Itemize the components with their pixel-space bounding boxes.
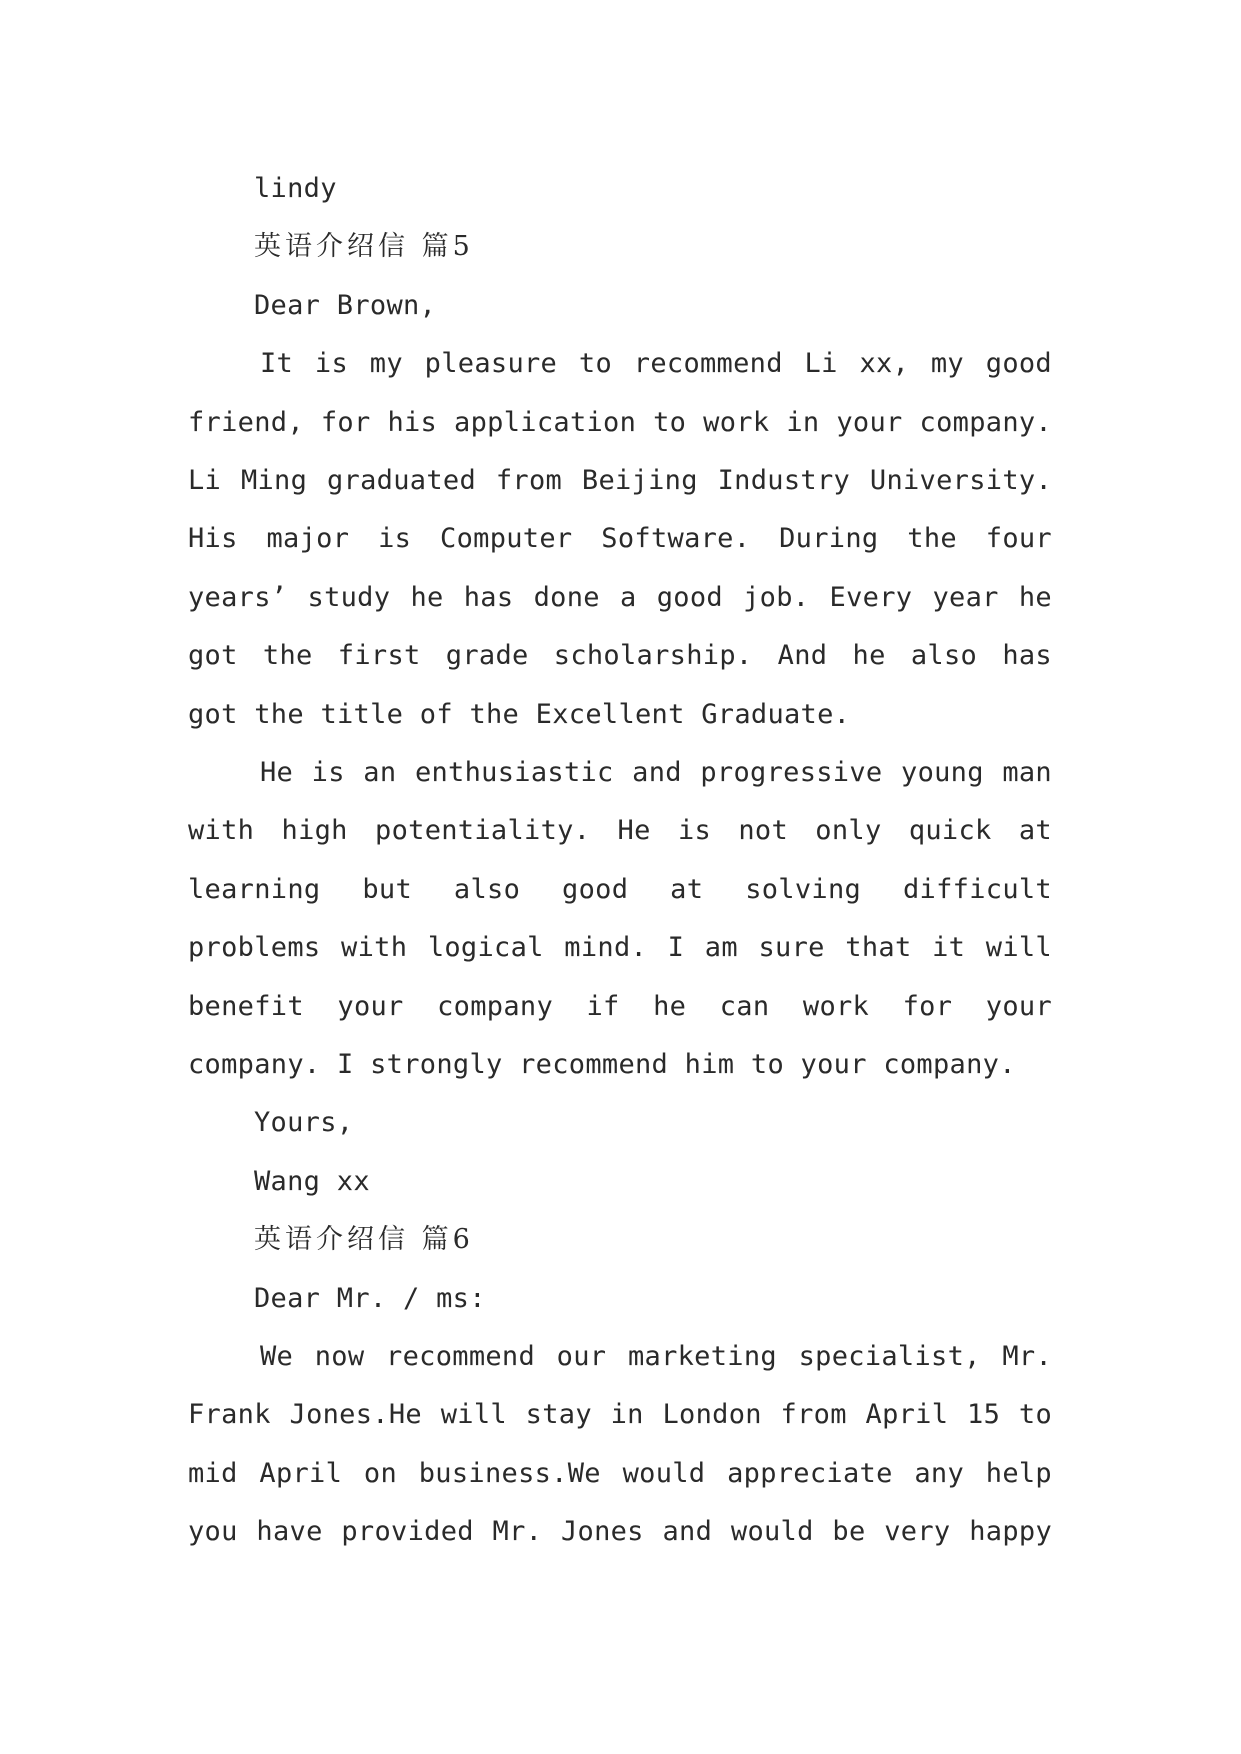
paragraph-line: years’ study he has done a good job. Every year he xyxy=(188,581,1052,613)
document-body xyxy=(188,160,1052,1562)
closing: Yours, xyxy=(254,1107,354,1139)
paragraph-line: It is my pleasure to recommend Li xx, my good xyxy=(260,348,1052,380)
salutation: Dear Brown, xyxy=(254,289,437,321)
signature-line: Wang xx xyxy=(254,1165,370,1197)
paragraph-line: benefit your company if he can work for your xyxy=(188,990,1052,1022)
paragraph-line: mid April on business.We would appreciate any help xyxy=(188,1457,1052,1489)
paragraph-line: His major is Computer Software. During the four xyxy=(188,523,1052,555)
paragraph-line: company. I strongly recommend him to your company. xyxy=(188,1048,1016,1080)
paragraph-line: Li Ming graduated from Beijing Industry University. xyxy=(188,465,1052,496)
paragraph-line: He is an enthusiastic and progressive young man xyxy=(260,756,1052,788)
paragraph-line: Frank Jones.He will stay in London from April 15 to xyxy=(188,1399,1052,1431)
section-heading: 英语介绍信 篇6 xyxy=(254,1224,474,1256)
paragraph-line: got the title of the Excellent Graduate. xyxy=(188,698,851,730)
paragraph-line: friend, for his application to work in your company. xyxy=(188,406,1052,438)
paragraph-line: problems with logical mind. I am sure that it will xyxy=(188,932,1052,964)
section-heading: 英语介绍信 篇5 xyxy=(254,231,474,263)
paragraph-line: learning but also good at solving difficult xyxy=(188,873,1052,905)
paragraph-line: with high potentiality. He is not only quick at xyxy=(188,815,1052,847)
paragraph-line: got the first grade scholarship. And he also has xyxy=(188,640,1052,672)
salutation: Dear Mr. / ms: xyxy=(254,1282,486,1314)
paragraph-line: you have provided Mr. Jones and would be very happy xyxy=(188,1516,1052,1548)
paragraph-line: We now recommend our marketing specialist, Mr. xyxy=(260,1340,1052,1372)
signature-line: lindy xyxy=(254,173,337,204)
